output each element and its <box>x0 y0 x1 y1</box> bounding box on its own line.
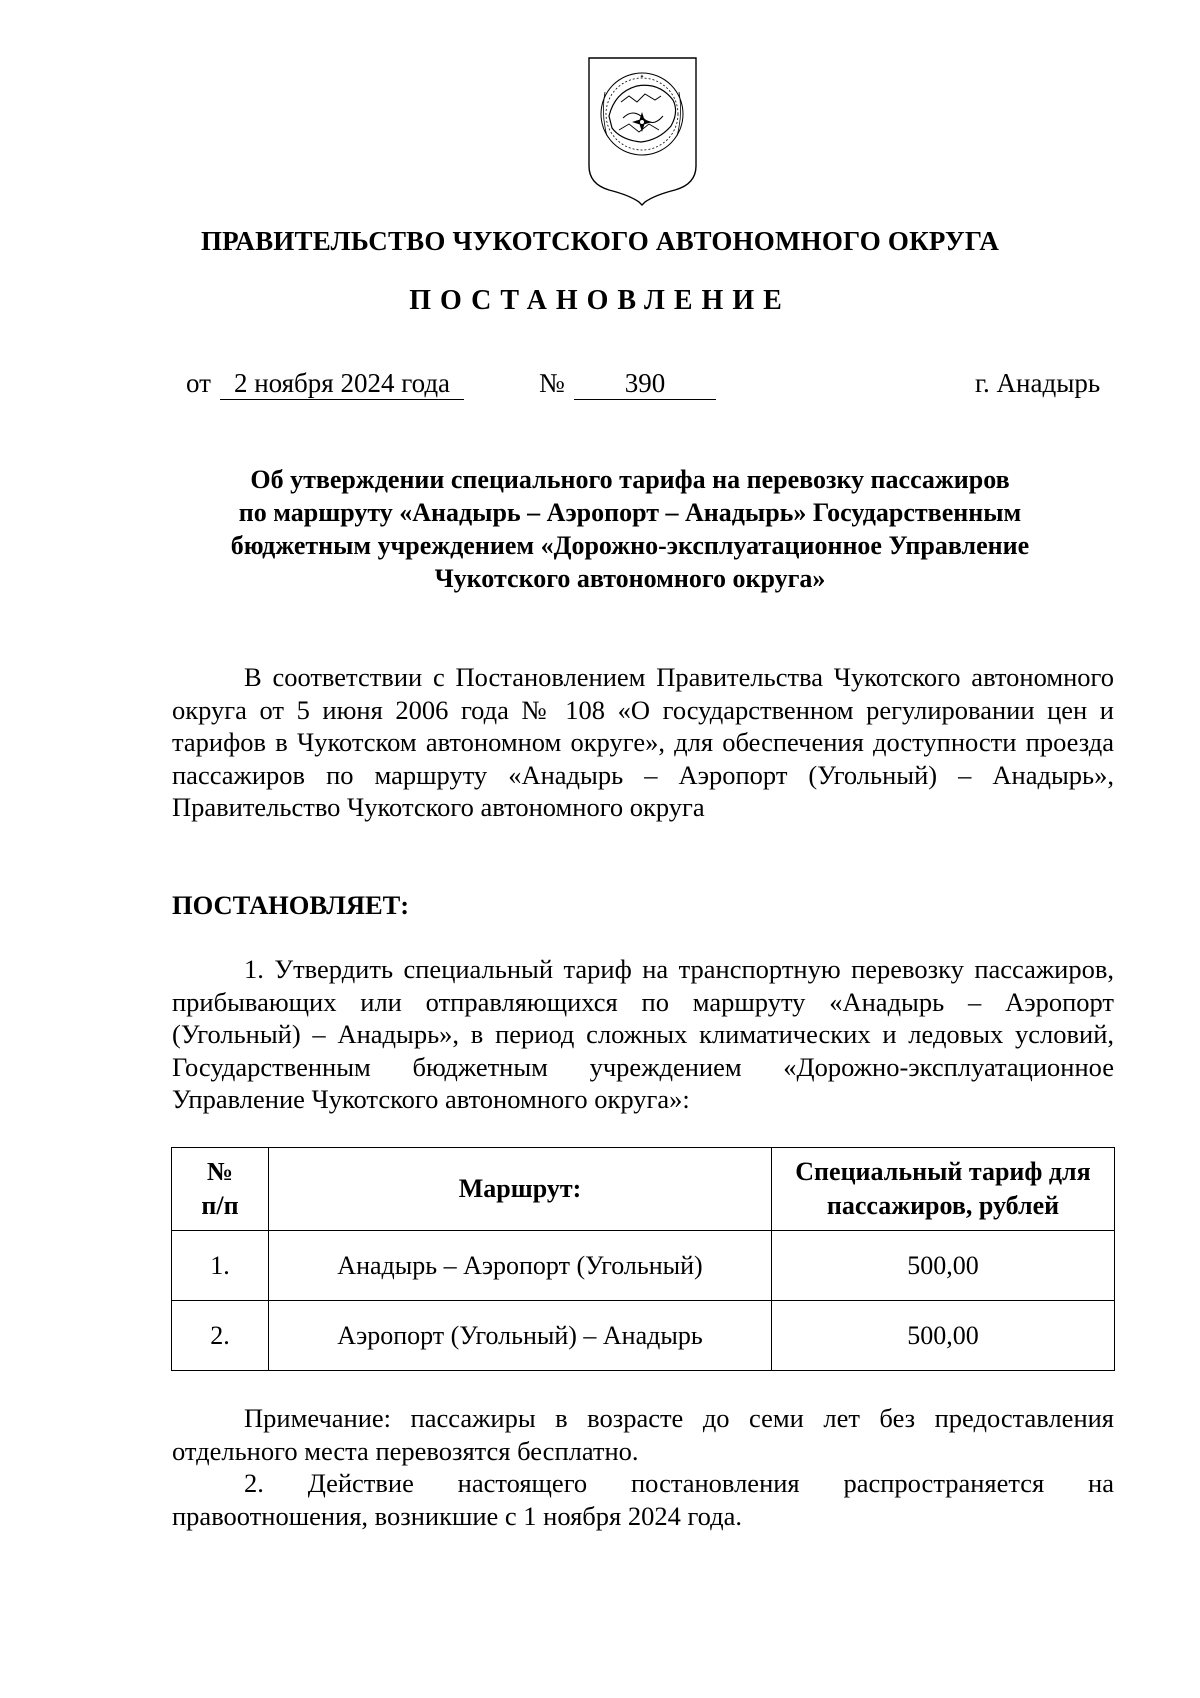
header-tariff <box>772 1148 1115 1231</box>
header-number-line: № <box>206 1157 234 1186</box>
header-tariff-line: Специальный тариф для <box>795 1157 1091 1186</box>
document-number: 390 <box>574 367 716 400</box>
item-2-paragraph: 2. Действие настоящего постановления распространяется на правоотношения, возникшие с 1 ноября 2024 года. <box>172 1468 1114 1531</box>
row-tariff: 500,00 <box>772 1231 1115 1301</box>
date-label: от <box>186 368 211 398</box>
resolves-heading: ПОСТАНОВЛЯЕТ: <box>172 890 410 920</box>
document-date: 2 ноября 2024 года <box>220 367 464 400</box>
row-tariff: 500,00 <box>772 1301 1115 1371</box>
row-route: Анадырь – Аэропорт (Угольный) <box>269 1231 772 1301</box>
city: г. Анадырь <box>975 368 1101 398</box>
header-route: Маршрут: <box>269 1148 772 1231</box>
header-number-line: п/п <box>201 1191 239 1220</box>
document-type-title: ПОСТАНОВЛЕНИЕ <box>409 285 791 316</box>
subject-line: по маршруту «Анадырь – Аэропорт – Анадырь» Государственным <box>238 498 1022 527</box>
row-route: Аэропорт (Угольный) – Анадырь <box>269 1301 772 1371</box>
government-title: ПРАВИТЕЛЬСТВО ЧУКОТСКОГО АВТОНОМНОГО ОКРУГА <box>200 226 1000 256</box>
subject-line: Об утверждении специального тарифа на перевозку пассажиров <box>250 465 1010 494</box>
item-1-paragraph: 1. Утвердить специальный тариф на транспортную перевозку пассажиров, прибывающих или отправляющихся по маршруту «Анадырь – Аэропорт (Угольный) – Анадырь», в период сложных климатических и ледовых условий, Государственным бюджетным учреждением «Дорожно-эксплуатационное Управление Чукотского автономного округа»: <box>172 954 1114 1114</box>
subject-line: бюджетным учреждением «Дорожно-эксплуатационное Управление <box>230 531 1030 560</box>
table-header-row <box>172 1148 1115 1231</box>
note-paragraph: Примечание: пассажиры в возрасте до семи лет без предоставления отдельного места перевозятся бесплатно. <box>172 1403 1114 1466</box>
header-number <box>172 1148 269 1231</box>
preamble-paragraph: В соответствии с Постановлением Правительства Чукотского автономного округа от 5 июня 2006 года № 108 «О государственном регулировании цен и тарифов в Чукотском автономном округе», для обеспечения доступности проезда пассажиров по маршруту «Анадырь – Аэропорт (Угольный) – Анадырь», Правительство Чукотского автономного округа <box>172 662 1114 822</box>
table-row <box>172 1301 1115 1371</box>
row-number: 2. <box>172 1301 269 1371</box>
subject-line: Чукотского автономного округа» <box>434 564 826 593</box>
header-tariff-line: пассажиров, рублей <box>826 1191 1060 1220</box>
document-subject <box>170 463 1090 595</box>
tariff-table <box>171 1147 1115 1371</box>
number-label: № <box>539 368 565 398</box>
table-row <box>172 1231 1115 1301</box>
row-number: 1. <box>172 1231 269 1301</box>
svg-text:✦: ✦ <box>639 74 645 80</box>
coat-of-arms-icon <box>585 56 700 206</box>
